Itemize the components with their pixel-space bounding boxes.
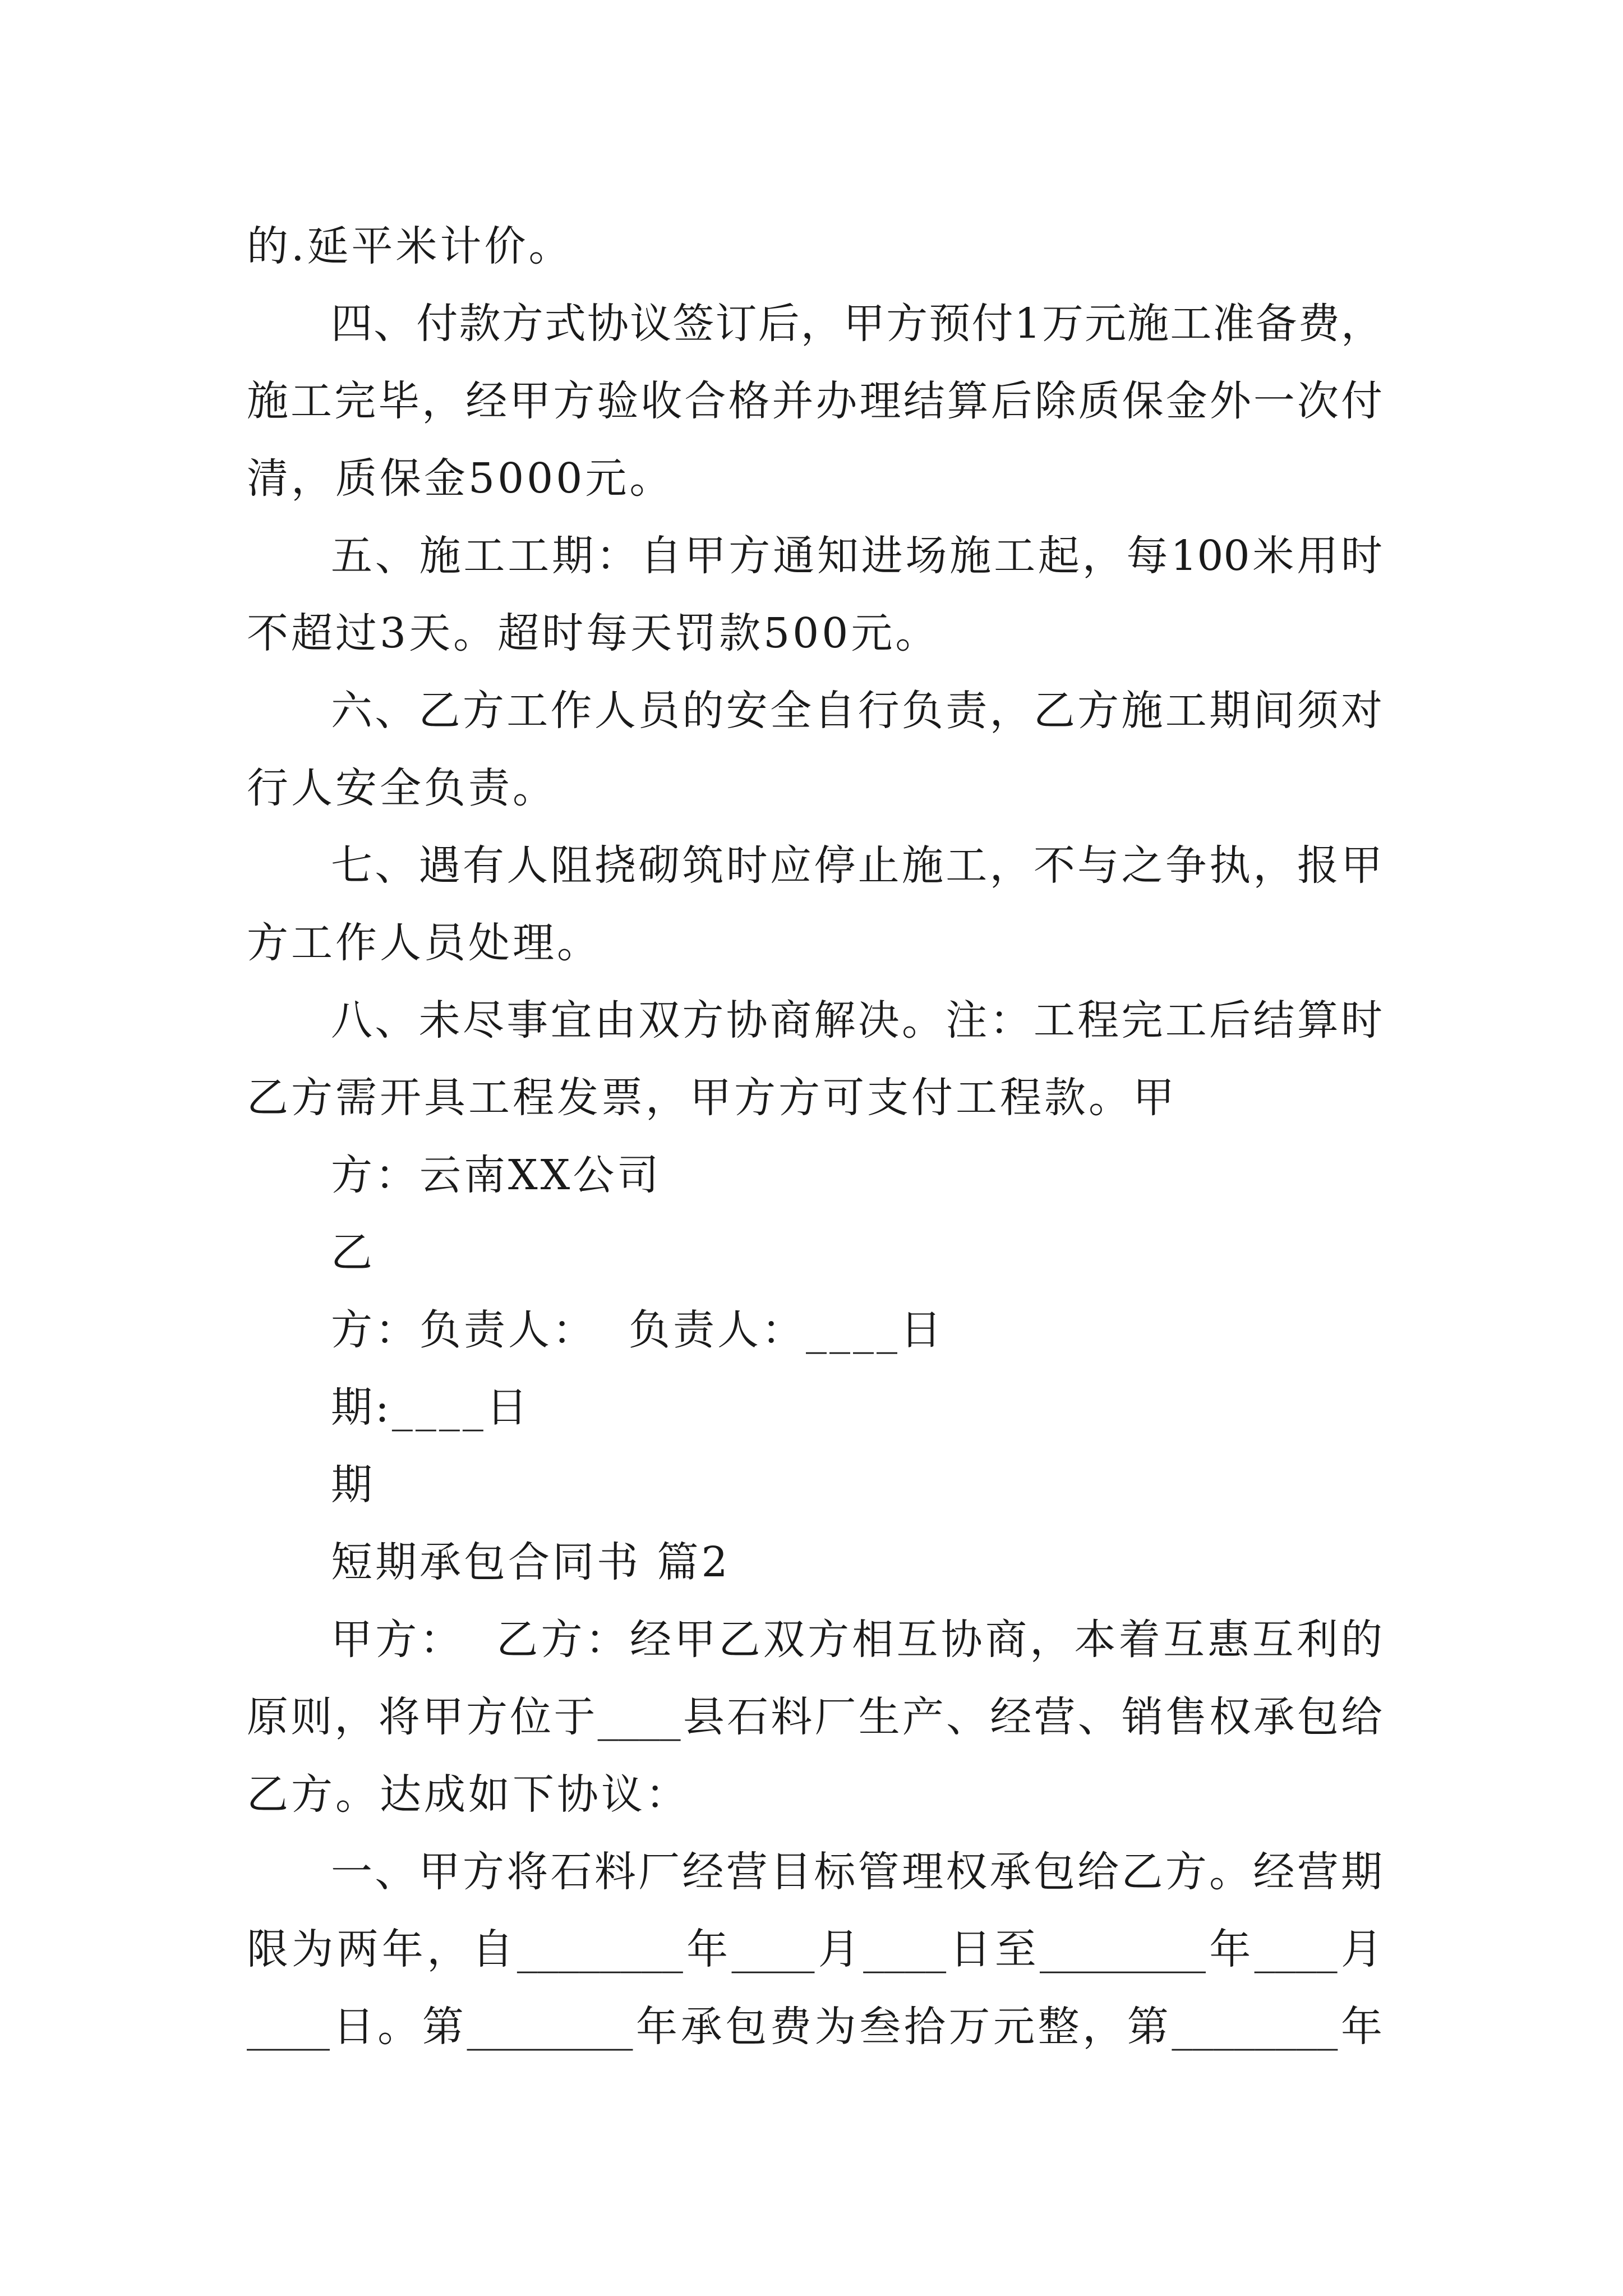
text-line: 清，质保金5000元。 — [247, 454, 674, 503]
text-line: 甲方： 乙方：经甲乙双方相互协商，本着互惠互利的 — [331, 1616, 1382, 1664]
text-line: 四、付款方式协议签订后，甲方预付1万元施工准备费， — [331, 300, 1382, 348]
text-line: ____日。第________年承包费为叁拾万元整，第________年 — [247, 2003, 1382, 2051]
text-line: 方：负责人： 负责人：____日 — [331, 1306, 945, 1354]
text-line: 方工作人员处理。 — [247, 919, 601, 967]
text-line: 期 — [331, 1461, 375, 1509]
text-line: 乙方。达成如下协议： — [247, 1770, 690, 1819]
text-line: 乙 — [331, 1228, 375, 1277]
text-line: 六、乙方工作人员的安全自行负责，乙方施工期间须对 — [331, 687, 1382, 735]
text-line: 的.延平米计价。 — [247, 222, 573, 270]
contract-text — [247, 208, 1382, 2065]
text-line: 七、遇有人阻挠砌筑时应停止施工，不与之争执，报甲 — [331, 841, 1382, 890]
section-heading: 短期承包合同书 篇2 — [331, 1538, 731, 1586]
text-line: 八、未尽事宜由双方协商解决。注：工程完工后结算时 — [331, 996, 1382, 1045]
text-line: 原则，将甲方位于____县石料厂生产、经营、销售权承包给 — [247, 1693, 1382, 1741]
text-line: 不超过3天。超时每天罚款500元。 — [247, 609, 940, 657]
text-line: 行人安全负责。 — [247, 764, 557, 812]
text-line: 五、施工工期：自甲方通知进场施工起，每100米用时 — [331, 532, 1382, 580]
text-line: 施工完毕，经甲方验收合格并办理结算后除质保金外一次付 — [247, 377, 1382, 425]
text-line: 限为两年，自________年____月____日至________年____月 — [247, 1925, 1382, 1973]
text-line: 乙方需开具工程发票，甲方方可支付工程款。甲 — [247, 1074, 1177, 1122]
text-line: 方：云南XX公司 — [331, 1151, 662, 1199]
text-line: 一、甲方将石料厂经营目标管理权承包给乙方。经营期 — [331, 1848, 1382, 1896]
text-line: 期:____日 — [331, 1383, 531, 1432]
